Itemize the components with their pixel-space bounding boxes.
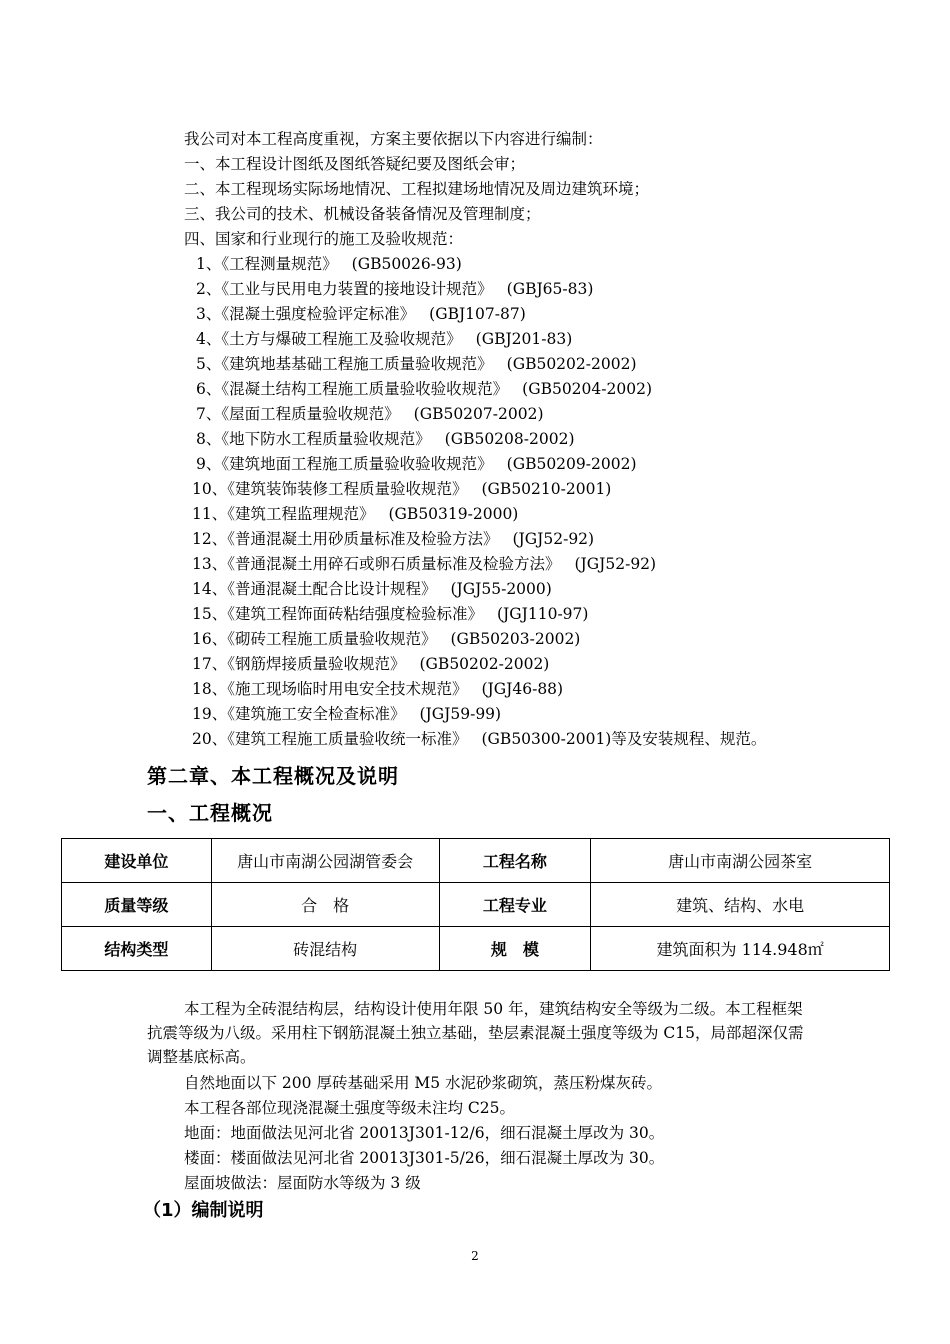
reference-number: 18、 xyxy=(192,680,228,698)
reference-name: 《建筑地基基础工程施工质量验收规范》 xyxy=(221,355,493,373)
reference-code: (GB50207-2002) xyxy=(413,405,544,423)
reference-name: 《混凝土强度检验评定标准》 xyxy=(221,305,416,323)
reference-name: 《施工现场临时用电安全技术规范》 xyxy=(227,680,468,698)
reference-name: 《建筑施工安全检查标准》 xyxy=(227,705,406,723)
reference-name: 《建筑工程监理规范》 xyxy=(227,505,375,523)
reference-number: 20、 xyxy=(192,730,228,748)
reference-item xyxy=(196,429,575,449)
roof-note: 屋面坡做法：屋面防水等级为 3 级 xyxy=(184,1174,421,1192)
table-label-cell: 结构类型 xyxy=(62,927,212,971)
project-info-table xyxy=(61,838,890,971)
reference-number: 5、 xyxy=(196,355,222,373)
reference-item xyxy=(192,629,580,649)
reference-item xyxy=(196,279,593,299)
reference-number: 16、 xyxy=(192,630,228,648)
reference-code: (GB50210-2001) xyxy=(481,480,612,498)
reference-item xyxy=(192,704,501,724)
intro-item-2: 二、本工程现场实际场地情况、工程拟建场地情况及周边建筑环境； xyxy=(184,180,650,198)
page-number: 2 xyxy=(471,1249,479,1263)
intro-lead: 我公司对本工程高度重视，方案主要依据以下内容进行编制： xyxy=(184,130,603,148)
reference-code: (JGJ52-92) xyxy=(512,530,595,548)
reference-item xyxy=(196,379,652,399)
table-value-cell: 建筑面积为 114.948㎡ xyxy=(591,927,890,971)
reference-code: (GB50026-93) xyxy=(351,255,462,273)
reference-item xyxy=(196,329,572,349)
table-label-cell: 质量等级 xyxy=(62,883,212,927)
reference-number: 9、 xyxy=(196,455,222,473)
reference-number: 7、 xyxy=(196,405,222,423)
reference-name: 《砌砖工程施工质量验收规范》 xyxy=(227,630,437,648)
reference-code: (JGJ52-92) xyxy=(574,555,657,573)
reference-code: (GB50204-2002) xyxy=(522,380,652,398)
table-row xyxy=(62,927,890,971)
concrete-grade-note: 本工程各部位现浇混凝土强度等级未注均 C25。 xyxy=(184,1099,516,1117)
reference-number: 1、 xyxy=(196,255,222,273)
reference-number: 19、 xyxy=(192,705,228,723)
reference-number: 4、 xyxy=(196,330,222,348)
floor-note: 楼面：楼面做法见河北省 20013J301-5/26，细石混凝土厚改为 30。 xyxy=(184,1149,665,1167)
reference-code: (JGJ59-99) xyxy=(419,705,502,723)
reference-name: 《普通混凝土用砂质量标准及检验方法》 xyxy=(227,530,499,548)
table-row xyxy=(62,839,890,883)
reference-name: 《普通混凝土配合比设计规程》 xyxy=(227,580,437,598)
reference-item xyxy=(196,254,462,274)
reference-number: 11、 xyxy=(192,505,228,523)
overview-paragraph: 本工程为全砖混结构层，结构设计使用年限 50 年，建筑结构安全等级为二级。本工程框架抗震等级为八级。采用柱下钢筋混凝土独立基础，垫层素混凝土强度等级为 C15，局部超深仅需调整基底标高。 xyxy=(147,1000,804,1066)
reference-number: 13、 xyxy=(192,555,228,573)
reference-name: 《建筑装饰装修工程质量验收规范》 xyxy=(227,480,468,498)
reference-item xyxy=(192,579,552,599)
reference-item xyxy=(192,479,611,499)
reference-item xyxy=(192,604,588,624)
reference-item xyxy=(192,729,766,749)
intro-item-3: 三、我公司的技术、机械设备装备情况及管理制度； xyxy=(184,205,541,223)
reference-name: 《混凝土结构工程施工质量验收验收规范》 xyxy=(221,380,509,398)
table-label-cell: 建设单位 xyxy=(62,839,212,883)
reference-name: 《工程测量规范》 xyxy=(221,255,338,273)
reference-number: 17、 xyxy=(192,655,228,673)
reference-code: (GB50300-2001) xyxy=(481,730,612,748)
reference-name: 《建筑工程施工质量验收统一标准》 xyxy=(227,730,468,748)
reference-number: 8、 xyxy=(196,430,222,448)
reference-code: (GBJ107-87) xyxy=(429,305,526,323)
reference-name: 《屋面工程质量验收规范》 xyxy=(221,405,400,423)
reference-name: 《土方与爆破工程施工及验收规范》 xyxy=(221,330,462,348)
intro-item-4: 四、国家和行业现行的施工及验收规范： xyxy=(184,230,464,248)
reference-code: (GBJ65-83) xyxy=(506,280,594,298)
table-row xyxy=(62,883,890,927)
table-label-cell: 工程名称 xyxy=(439,839,591,883)
reference-code: (JGJ55-2000) xyxy=(450,580,552,598)
reference-item xyxy=(192,554,656,574)
reference-name: 《钢筋焊接质量验收规范》 xyxy=(227,655,406,673)
reference-code: (JGJ46-88) xyxy=(481,680,564,698)
ground-floor-note: 地面：地面做法见河北省 20013J301-12/6，细石混凝土厚改为 30。 xyxy=(184,1124,665,1142)
reference-code: (GBJ201-83) xyxy=(475,330,573,348)
reference-number: 10、 xyxy=(192,480,228,498)
section-title: 一、工程概况 xyxy=(147,801,273,825)
table-value-cell: 合 格 xyxy=(211,883,439,927)
reference-code: (GB50203-2002) xyxy=(450,630,581,648)
reference-number: 14、 xyxy=(192,580,228,598)
reference-number: 3、 xyxy=(196,305,222,323)
reference-item xyxy=(196,354,637,374)
table-value-cell: 唐山市南湖公园茶室 xyxy=(591,839,890,883)
compilation-heading: （1）编制说明 xyxy=(143,1200,264,1221)
reference-name: 《建筑地面工程施工质量验收验收规范》 xyxy=(221,455,493,473)
reference-item xyxy=(196,404,544,424)
table-value-cell: 建筑、结构、水电 xyxy=(591,883,890,927)
foundation-note: 自然地面以下 200 厚砖基础采用 M5 水泥砂浆砌筑，蒸压粉煤灰砖。 xyxy=(184,1074,663,1092)
chapter-title: 第二章、本工程概况及说明 xyxy=(147,764,399,788)
reference-name: 《建筑工程饰面砖粘结强度检验标准》 xyxy=(227,605,483,623)
reference-item xyxy=(192,679,563,699)
table-label-cell: 工程专业 xyxy=(439,883,591,927)
reference-code: (JGJ110-97) xyxy=(497,605,589,623)
table-value-cell: 唐山市南湖公园湖管委会 xyxy=(211,839,439,883)
reference-number: 6、 xyxy=(196,380,222,398)
reference-item xyxy=(192,654,549,674)
reference-code: (GB50319-2000) xyxy=(388,505,519,523)
reference-name: 《工业与民用电力装置的接地设计规范》 xyxy=(221,280,493,298)
reference-code: (GB50209-2002) xyxy=(506,455,637,473)
reference-suffix: 等及安装规程、规范。 xyxy=(611,730,767,748)
reference-name: 《地下防水工程质量验收规范》 xyxy=(221,430,431,448)
table-value-cell: 砖混结构 xyxy=(211,927,439,971)
table-label-cell: 规 模 xyxy=(439,927,591,971)
reference-code: (GB50208-2002) xyxy=(444,430,575,448)
intro-item-1: 一、本工程设计图纸及图纸答疑纪要及图纸会审； xyxy=(184,155,526,173)
reference-number: 2、 xyxy=(196,280,222,298)
reference-code: (GB50202-2002) xyxy=(506,355,637,373)
reference-number: 12、 xyxy=(192,530,228,548)
reference-number: 15、 xyxy=(192,605,228,623)
reference-item xyxy=(192,529,594,549)
reference-name: 《普通混凝土用碎石或卵石质量标准及检验方法》 xyxy=(227,555,561,573)
reference-item xyxy=(196,454,637,474)
reference-item xyxy=(196,304,526,324)
reference-item xyxy=(192,504,518,524)
reference-code: (GB50202-2002) xyxy=(419,655,550,673)
